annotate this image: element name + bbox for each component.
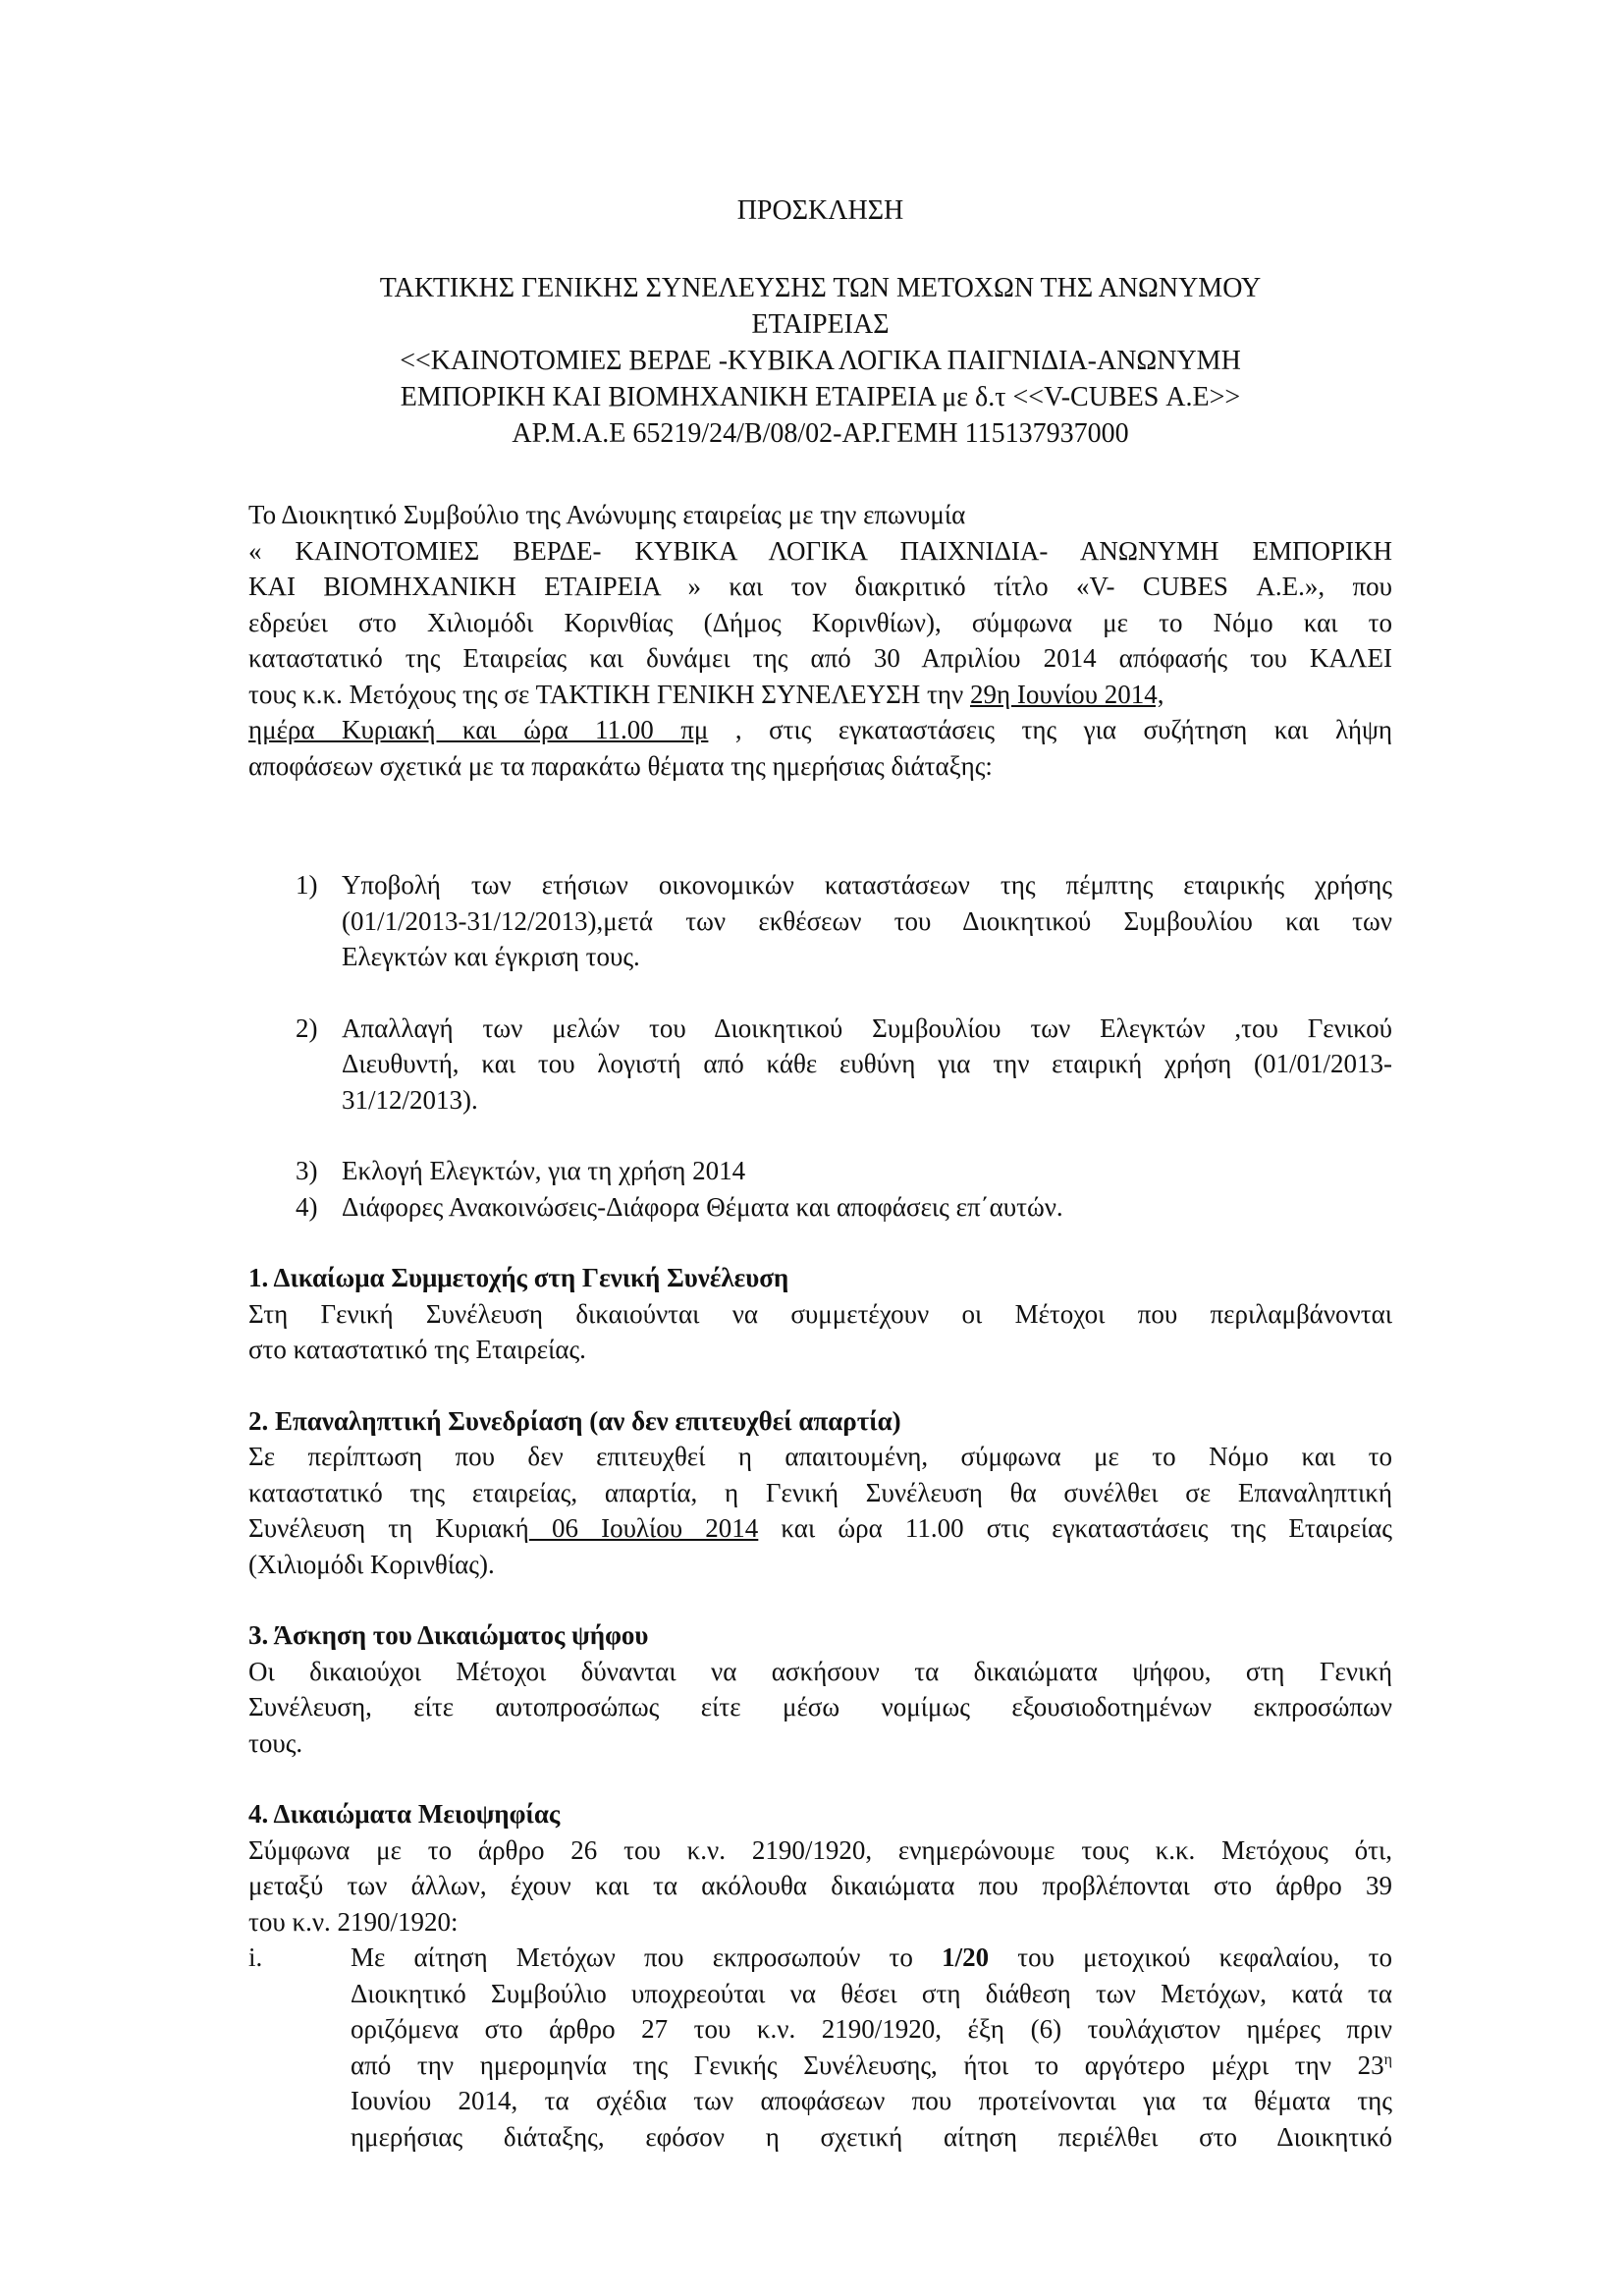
agenda-list (248, 867, 1392, 1225)
meeting-day-time: ημέρα Κυριακή και ώρα 11.00 πμ (248, 715, 709, 744)
agenda-item (248, 1189, 1392, 1226)
intro-paragraph (248, 497, 1392, 784)
item-text: του μετοχικού κεφαλαίου, το (989, 1942, 1392, 1972)
section-voting-rights (248, 1617, 1392, 1761)
section-text: Συνέλευση τη Κυριακή (248, 1513, 529, 1543)
agenda-line: Εκλογή Ελεγκτών, για τη χρήση 2014 (342, 1156, 746, 1185)
intro-line (248, 712, 1392, 748)
roman-number: i. (248, 1942, 263, 1972)
agenda-item (248, 1011, 1392, 1119)
heading-line-5: ΑΡ.Μ.Α.Ε 65219/24/Β/08/02-ΑΡ.ΓΕΜΗ 115137937000 (512, 418, 1129, 449)
meeting-date: 29η Ιουνίου 2014, (969, 679, 1164, 709)
section-title: 2. Επαναληπτική Συνεδρίαση (αν δεν επιτευχθεί απαρτία) (248, 1405, 901, 1436)
heading-line-2: ΕΤΑΙΡΕΙΑΣ (751, 309, 890, 340)
intro-line: αποφάσεων σχετικά με τα παρακάτω θέματα της ημερήσιας διάταξης: (248, 750, 993, 781)
roman-text (351, 1940, 1392, 2155)
section-line: μεταξύ των άλλων, έχουν και τα ακόλουθα δικαιώματα που προβλέπονται στο άρθρο 39 (248, 1871, 1392, 1900)
intro-line: Το Διοικητικό Συμβούλιο της Ανώνυμης εταιρείας με την επωνυμία (248, 500, 966, 529)
intro-text: , στις εγκαταστάσεις της για συζήτηση και λήψη (708, 715, 1392, 744)
section-line: Σύμφωνα με το άρθρο 26 του κ.ν. 2190/1920, ενημερώνουμε τους κ.κ. Μετόχους ότι, (248, 1834, 1392, 1865)
agenda-line: Απαλλαγή των μελών του Διοικητικού Συμβουλίου των Ελεγκτών ,του Γενικού (342, 1012, 1392, 1043)
agenda-text (342, 1153, 1392, 1189)
item-line: ημερήσιας διάταξης, εφόσον η σχετική αίτηση περιέλθει στο Διοικητικό (351, 2121, 1392, 2152)
agenda-line: Υποβολή των ετήσιων οικονομικών καταστάσεων της πέμπτης εταιρικής χρήσης (342, 870, 1392, 900)
section-title: 1. Δικαίωμα Συμμετοχής στη Γενική Συνέλευση (248, 1263, 789, 1292)
agenda-line: 31/12/2013). (342, 1084, 478, 1115)
item-text: Με αίτηση Μετόχων που εκπροσωπούν το (351, 1942, 943, 1972)
agenda-number: 3) (296, 1156, 318, 1185)
section-line: Σε περίπτωση που δεν επιτευχθεί η απαιτουμένη, σύμφωνα με το Νόμο και το (248, 1442, 1392, 1471)
document-content (248, 192, 1392, 2155)
heading-line-1: ΤΑΚΤΙΚΗΣ ΓΕΝΙΚΗΣ ΣΥΝΕΛΕΥΣΗΣ ΤΩΝ ΜΕΤΟΧΩΝ ΤΗΣ ΑΝΩΝΥΜΟΥ (379, 273, 1262, 303)
agenda-line: (01/1/2013-31/12/2013),μετά των εκθέσεων του Διοικητικού Συμβουλίου και των (342, 905, 1392, 936)
section-line: τους. (248, 1727, 303, 1758)
intro-line: εδρεύει στο Χιλιομόδι Κορινθίας (Δήμος Κορινθίων), σύμφωνα με το Νόμο και το (248, 607, 1392, 637)
section-line: στο καταστατικό της Εταιρείας. (248, 1335, 586, 1364)
section-text: και ώρα 11.00 στις εγκαταστάσεις της Εταιρείας (758, 1513, 1392, 1543)
capital-fraction: 1/20 (942, 1942, 990, 1972)
minority-right-item (248, 1940, 1392, 2155)
section-line: Οι δικαιούχοι Μέτοχοι δύνανται να ασκήσουν τα δικαιώματα ψήφου, στη Γενική (248, 1656, 1392, 1686)
item-text: από την ημερομηνία της Γενικής Συνέλευσης, ήτοι το αργότερο μέχρι την 23 (351, 2050, 1384, 2080)
intro-line: ΚΑΙ ΒΙΟΜΗΧΑΝΙΚΗ ΕΤΑΙΡΕΙΑ » και τον διακριτικό τίτλο «V- CUBES Α.Ε.», που (248, 572, 1392, 601)
heading-line-3: <<ΚΑΙΝΟΤΟΜΙΕΣ ΒΕΡΔΕ -ΚΥΒΙΚΑ ΛΟΓΙΚΑ ΠΑΙΓΝΙΔΙΑ-ΑΝΩΝΥΜΗ (400, 346, 1241, 376)
agenda-item (248, 867, 1392, 975)
section-repeat-meeting (248, 1403, 1392, 1583)
item-line (351, 1940, 1392, 1976)
agenda-number: 1) (296, 870, 318, 900)
item-line (351, 2048, 1392, 2084)
section-line: καταστατικό της εταιρείας, απαρτία, η Γενική Συνέλευση θα συνέλθει σε Επαναληπτική (248, 1477, 1392, 1507)
ordinal-suffix: η (1383, 2050, 1392, 2068)
section-line: του κ.ν. 2190/1920: (248, 1906, 459, 1937)
item-line: οριζόμενα στο άρθρο 27 του κ.ν. 2190/1920, έξη (6) τουλάχιστον ημέρες πριν (351, 2014, 1392, 2044)
agenda-number: 4) (296, 1191, 318, 1222)
intro-line (248, 677, 1392, 713)
agenda-item (248, 1153, 1392, 1189)
section-participation (248, 1260, 1392, 1368)
agenda-number: 2) (296, 1012, 318, 1043)
item-line: Ιουνίου 2014, τα σχέδια των αποφάσεων που προτείνονται για τα θέματα της (351, 2086, 1392, 2115)
section-title: 3. Άσκηση του Δικαιώματος ψήφου (248, 1620, 649, 1650)
repeat-meeting-date: 06 Ιουλίου 2014 (528, 1513, 759, 1543)
section-title: 4. Δικαιώματα Μειοψηφίας (248, 1799, 561, 1829)
agenda-text (342, 867, 1392, 975)
item-line: Διοικητικό Συμβούλιο υποχρεούται να θέσει στη διάθεση των Μετόχων, κατά τα (351, 1978, 1392, 2008)
heading-line-4: ΕΜΠΟΡΙΚΗ ΚΑΙ ΒΙΟΜΗΧΑΝΙΚΗ ΕΤΑΙΡΕΙΑ με δ.τ <<V-CUBES Α.Ε>> (400, 382, 1241, 412)
agenda-text (342, 1189, 1392, 1226)
agenda-line: Διευθυντή, και του λογιστή από κάθε ευθύνη για την εταιρική χρήση (01/01/2013- (342, 1049, 1392, 1078)
section-line (248, 1510, 1392, 1547)
invitation-title: ΠΡΟΣΚΛΗΣΗ (736, 195, 904, 226)
section-line: Συνέλευση, είτε αυτοπροσώπως είτε μέσω νομίμως εξουσιοδοτημένων εκπροσώπων (248, 1692, 1392, 1722)
section-line: Στη Γενική Συνέλευση δικαιούνται να συμμετέχουν οι Μέτοχοι που περιλαμβάνονται (248, 1298, 1392, 1329)
document-heading (248, 192, 1392, 452)
intro-line: « ΚΑΙΝΟΤΟΜΙΕΣ ΒΕΡΔΕ- ΚΥΒΙΚΑ ΛΟΓΙΚΑ ΠΑΙΧΝΙΔΙΑ- ΑΝΩΝΥΜΗ ΕΜΠΟΡΙΚΗ (248, 535, 1392, 566)
intro-text: τους κ.κ. Μετόχους της σε ΤΑΚΤΙΚΗ ΓΕΝΙΚΗ ΣΥΝΕΛΕΥΣΗ την (248, 679, 970, 709)
agenda-line: Ελεγκτών και έγκριση τους. (342, 942, 640, 971)
agenda-text (342, 1011, 1392, 1119)
section-minority-rights (248, 1796, 1392, 2155)
section-line: (Χιλιομόδι Κορινθίας). (248, 1549, 495, 1579)
intro-line: καταστατικό της Εταιρείας και δυνάμει της από 30 Απριλίου 2014 απόφασής του ΚΑΛΕΙ (248, 643, 1392, 673)
agenda-line: Διάφορες Ανακοινώσεις-Διάφορα Θέματα και αποφάσεις επ΄αυτών. (342, 1191, 1063, 1222)
